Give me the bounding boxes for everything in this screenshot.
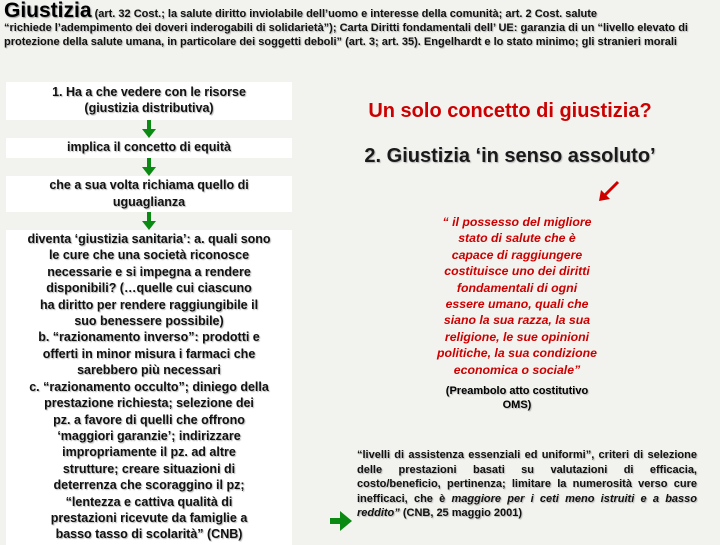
health-justice-line: necessarie e si impegna a rendere xyxy=(47,264,251,279)
health-justice-line: basso tasso di scolarità” (CNB) xyxy=(55,527,243,542)
arrow-down-icon xyxy=(142,212,156,230)
health-justice-line: diventa ‘giustizia sanitaria’: a. quali sono xyxy=(27,232,271,247)
quote-source xyxy=(412,384,622,412)
health-justice-line: ha diritto per rendere raggiungibile il xyxy=(39,297,259,312)
quote-source-line: (Preambolo atto costitutivo xyxy=(445,385,589,398)
page-title: Giustizia xyxy=(4,0,92,22)
health-justice-line: “lentezza e cattiva qualità di xyxy=(65,494,233,509)
health-justice-line: prestazioni ricevute da famiglie a xyxy=(50,510,248,525)
quote-line: politiche, la sua condizione xyxy=(437,346,597,361)
box-resources xyxy=(6,82,292,120)
heading-absolute-justice: 2. Giustizia ‘in senso assoluto’ xyxy=(364,145,656,167)
box-equality xyxy=(6,176,292,212)
health-justice-line: ‘maggiori garanzie’; indirizzare xyxy=(57,428,241,443)
health-justice-line: b. “razionamento inverso”: prodotti e xyxy=(38,330,260,345)
arrow-down-icon xyxy=(142,158,156,176)
quote-line: costituisce uno dei diritti xyxy=(444,264,590,279)
health-justice-line: suo benessere possibile) xyxy=(74,314,224,329)
box-resources-line: (giustizia distributiva) xyxy=(84,101,214,116)
arrow-right-icon xyxy=(330,511,352,531)
levels-text-part2: (CNB, 25 maggio 2001) xyxy=(399,507,523,519)
quote-line: essere umano, quali che xyxy=(445,297,589,312)
health-justice-line: pz. a favore di quelli che offrono xyxy=(53,412,245,427)
health-justice-line: sarebbero più necessari xyxy=(77,363,221,378)
quote-line: religione, le sue opinioni xyxy=(444,329,590,344)
who-quote xyxy=(412,214,622,412)
essential-levels-text xyxy=(357,448,697,521)
health-justice-line: impropriamente il pz. ad altre xyxy=(62,445,236,460)
health-justice-line: le cure che una società riconosce xyxy=(48,248,250,263)
heading-single-justice: Un solo concetto di giustizia? xyxy=(368,100,652,122)
quote-line: economica o sociale” xyxy=(453,362,581,377)
header-intro-line1: (art. 32 Cost.; la salute diritto inviolabile dell’uomo e interesse della comunità; art. 2 Cost. salute xyxy=(91,8,598,20)
box-equality-line: uguaglianza xyxy=(112,194,186,209)
health-justice-line: offerti in minor misura i farmaci che xyxy=(42,346,256,361)
health-justice-line: c. “razionamento occulto”; diniego della xyxy=(29,379,269,394)
left-column xyxy=(4,82,294,545)
quote-source-line: OMS) xyxy=(502,399,532,412)
quote-line: siano la sua razza, la sua xyxy=(443,313,591,328)
header-intro-line2: “richiede l’adempimento dei doveri inderogabili di solidarietà”); Carta Diritti fondamentali dell’ UE: garanzia di un “livello elevato di protezione della salute umana, in particolare dei soggetti deboli” (art. 3; art. 35). Engelhardt e lo stato minimo; gli stranieri morali xyxy=(4,22,688,48)
box-health-justice xyxy=(6,230,292,545)
health-justice-line: deterrenza che scoraggino il pz; xyxy=(53,478,245,493)
quote-line: stato di salute che è xyxy=(458,231,576,246)
arrow-diagonal-icon xyxy=(598,180,622,202)
arrow-down-icon xyxy=(142,120,156,138)
health-justice-line: strutture; creare situazioni di xyxy=(62,461,236,476)
health-justice-line: disponibili? (…quelle cui ciascuno xyxy=(46,281,252,296)
box-equity: implica il concetto di equità xyxy=(6,138,292,158)
quote-line: capace di raggiungere xyxy=(451,247,583,262)
quote-line: fondamentali di ogni xyxy=(456,280,578,295)
box-resources-line: 1. Ha a che vedere con le risorse xyxy=(52,85,246,99)
health-justice-line: prestazione richiesta; selezione dei xyxy=(44,396,254,411)
quote-line: “ il possesso del migliore xyxy=(442,215,592,229)
box-equality-line: che a sua volta richiama quello di xyxy=(49,178,249,193)
levels-text-part1: “livelli di assistenza essenziali ed uniformi”, criteri di selezione delle prestazioni basati su valutazioni di efficacia, costo/beneficio, pertinenza; limitare la numerosità verso cure inefficaci, che è xyxy=(357,449,697,505)
levels-text-italic: maggiore per i ceti meno istruiti e a basso reddito” xyxy=(357,492,697,519)
header xyxy=(4,0,716,49)
